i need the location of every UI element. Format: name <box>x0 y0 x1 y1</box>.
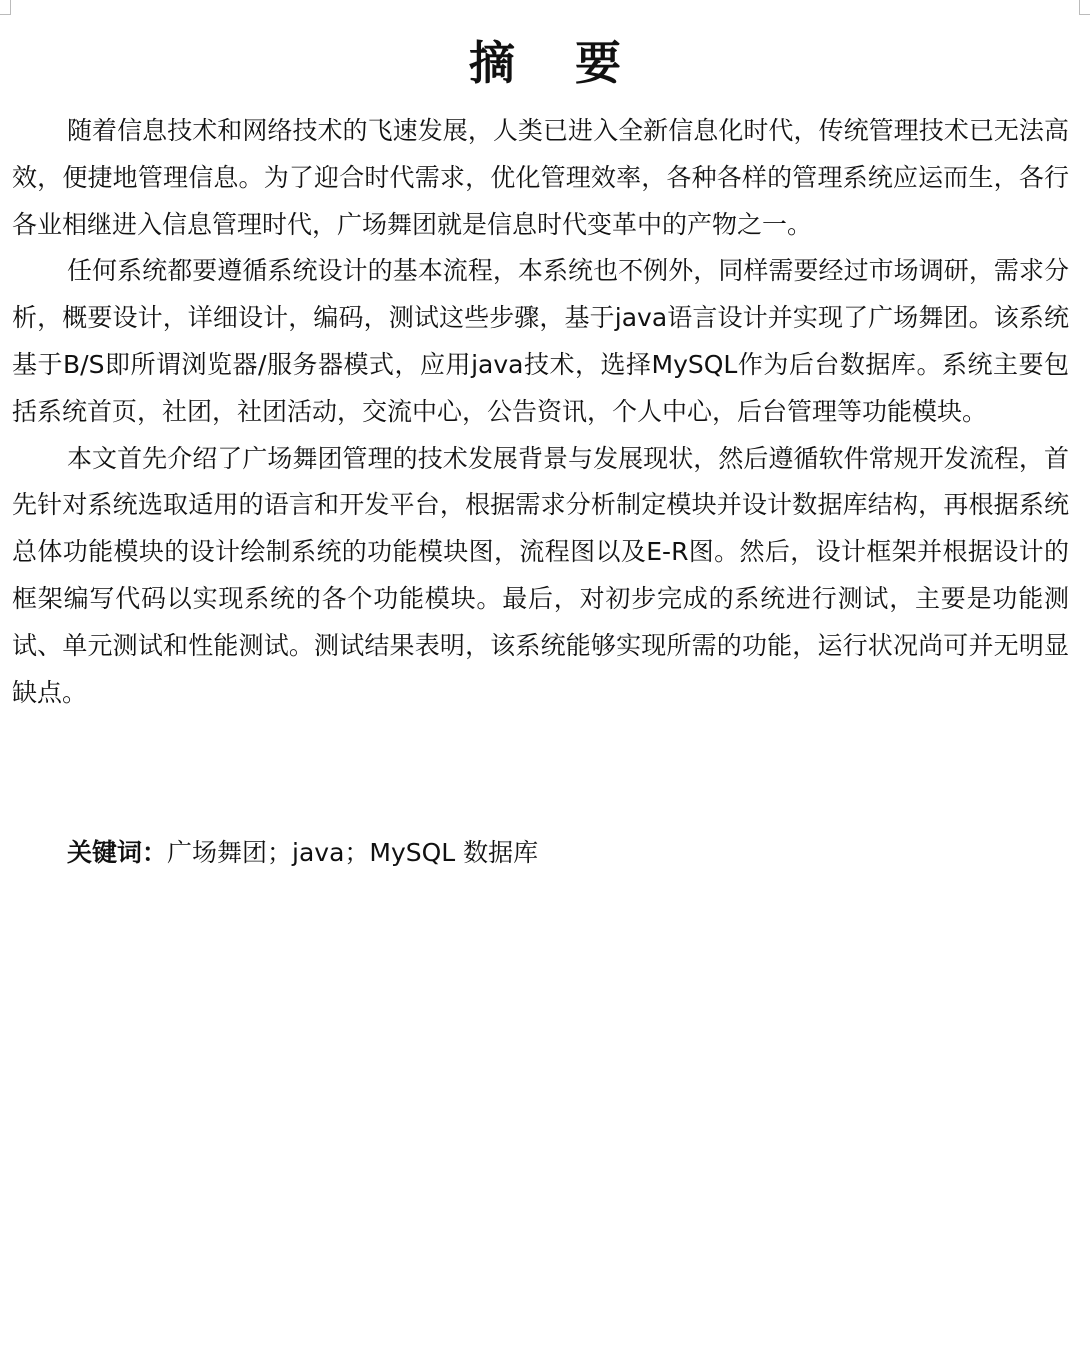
abstract-body <box>12 108 1069 716</box>
keywords-value: 广场舞团；java；MySQL 数据库 <box>167 838 539 867</box>
abstract-title: 摘 要 <box>468 36 643 90</box>
crop-mark-top-left <box>0 0 11 15</box>
keywords-line <box>67 830 538 876</box>
abstract-paragraph-3: 本文首先介绍了广场舞团管理的技术发展背景与发展现状，然后遵循软件常规开发流程，首先针对系统选取适用的语言和开发平台，根据需求分析制定模块并设计数据库结构，再根据系统总体功能模块的设计绘制系统的功能模块图，流程图以及E-R图。然后，设计框架并根据设计的框架编写代码以实现系统的各个功能模块。最后，对初步完成的系统进行测试，主要是功能测试、单元测试和性能测试。测试结果表明，该系统能够实现所需的功能，运行状况尚可并无明显缺点。 <box>12 443 1069 707</box>
crop-mark-top-right <box>1079 0 1090 15</box>
abstract-paragraph-2: 任何系统都要遵循系统设计的基本流程，本系统也不例外，同样需要经过市场调研，需求分析，概要设计，详细设计，编码，测试这些步骤，基于java语言设计并实现了广场舞团。该系统基于B/S即所谓浏览器/服务器模式，应用java技术，选择MySQL作为后台数据库。系统主要包括系统首页，社团，社团活动，交流中心，公告资讯，个人中心，后台管理等功能模块。 <box>12 256 1069 426</box>
keywords-label: 关键词： <box>67 838 168 867</box>
abstract-paragraph-1: 随着信息技术和网络技术的飞速发展，人类已进入全新信息化时代，传统管理技术已无法高效，便捷地管理信息。为了迎合时代需求，优化管理效率，各种各样的管理系统应运而生，各行各业相继进入信息管理时代，广场舞团就是信息时代变革中的产物之一。 <box>12 116 1069 239</box>
